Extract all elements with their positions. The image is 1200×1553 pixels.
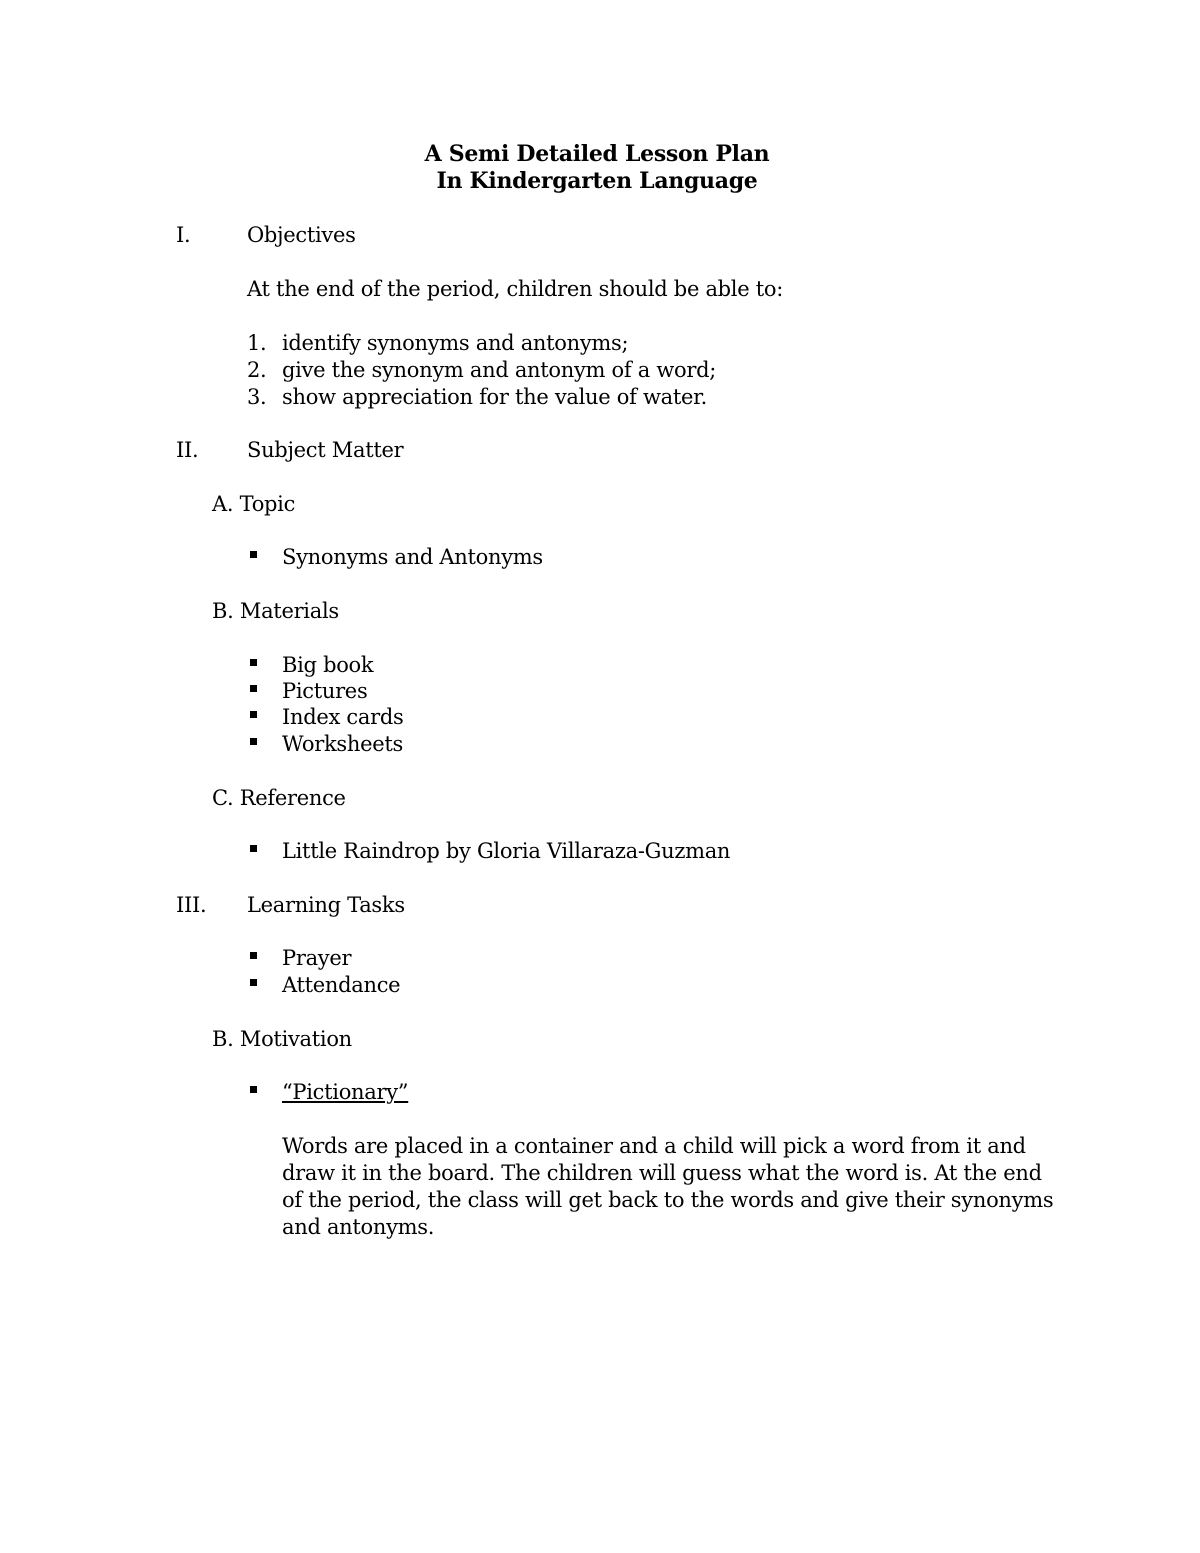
objective-item: show appreciation for the value of water. <box>282 385 707 409</box>
motivation-description-line: of the period, the class will get back to the words and give their synonyms <box>282 1188 1054 1212</box>
motivation-description-line: draw it in the board. The children will guess what the word is. At the end <box>282 1161 1042 1185</box>
document-title-line-2: In Kindergarten Language <box>436 168 758 194</box>
motivation-description-line: Words are placed in a container and a child will pick a word from it and <box>282 1134 1026 1158</box>
square-bullet-icon <box>250 659 257 666</box>
reference-item: Little Raindrop by Gloria Villaraza-Guzman <box>282 839 731 863</box>
subheading-motivation: B. Motivation <box>212 1027 352 1051</box>
objective-number: 1. <box>247 331 267 355</box>
section-numeral-objectives: I. <box>176 223 191 247</box>
motivation-description <box>282 1133 1072 1241</box>
square-bullet-icon <box>250 738 257 745</box>
square-bullet-icon <box>250 952 257 959</box>
material-item: Worksheets <box>282 732 403 756</box>
section-numeral-subject-matter: II. <box>176 438 199 462</box>
square-bullet-icon <box>250 551 257 558</box>
material-item: Index cards <box>282 705 404 729</box>
objective-item: give the synonym and antonym of a word; <box>282 358 717 382</box>
motivation-description-line: and antonyms. <box>282 1215 435 1239</box>
section-numeral-learning-tasks: III. <box>176 893 207 917</box>
section-heading-objectives: Objectives <box>247 223 356 247</box>
material-item: Big book <box>282 653 374 677</box>
square-bullet-icon <box>250 685 257 692</box>
subheading-topic: A. Topic <box>212 492 296 516</box>
objectives-intro: At the end of the period, children should be able to: <box>247 277 783 301</box>
objective-number: 3. <box>247 385 267 409</box>
learning-task-item: Attendance <box>282 973 401 997</box>
document-title-line-1: A Semi Detailed Lesson Plan <box>424 141 770 167</box>
learning-task-item: Prayer <box>282 946 352 970</box>
topic-item: Synonyms and Antonyms <box>282 545 543 569</box>
section-heading-learning-tasks: Learning Tasks <box>247 893 405 917</box>
objective-number: 2. <box>247 358 267 382</box>
square-bullet-icon <box>250 845 257 852</box>
section-heading-subject-matter: Subject Matter <box>247 438 404 462</box>
square-bullet-icon <box>250 979 257 986</box>
square-bullet-icon <box>250 1086 257 1093</box>
square-bullet-icon <box>250 711 257 718</box>
objective-item: identify synonyms and antonyms; <box>282 331 629 355</box>
subheading-materials: B. Materials <box>212 599 339 623</box>
subheading-reference: C. Reference <box>212 786 346 810</box>
motivation-activity-title: “Pictionary” <box>282 1080 409 1104</box>
material-item: Pictures <box>282 679 368 703</box>
